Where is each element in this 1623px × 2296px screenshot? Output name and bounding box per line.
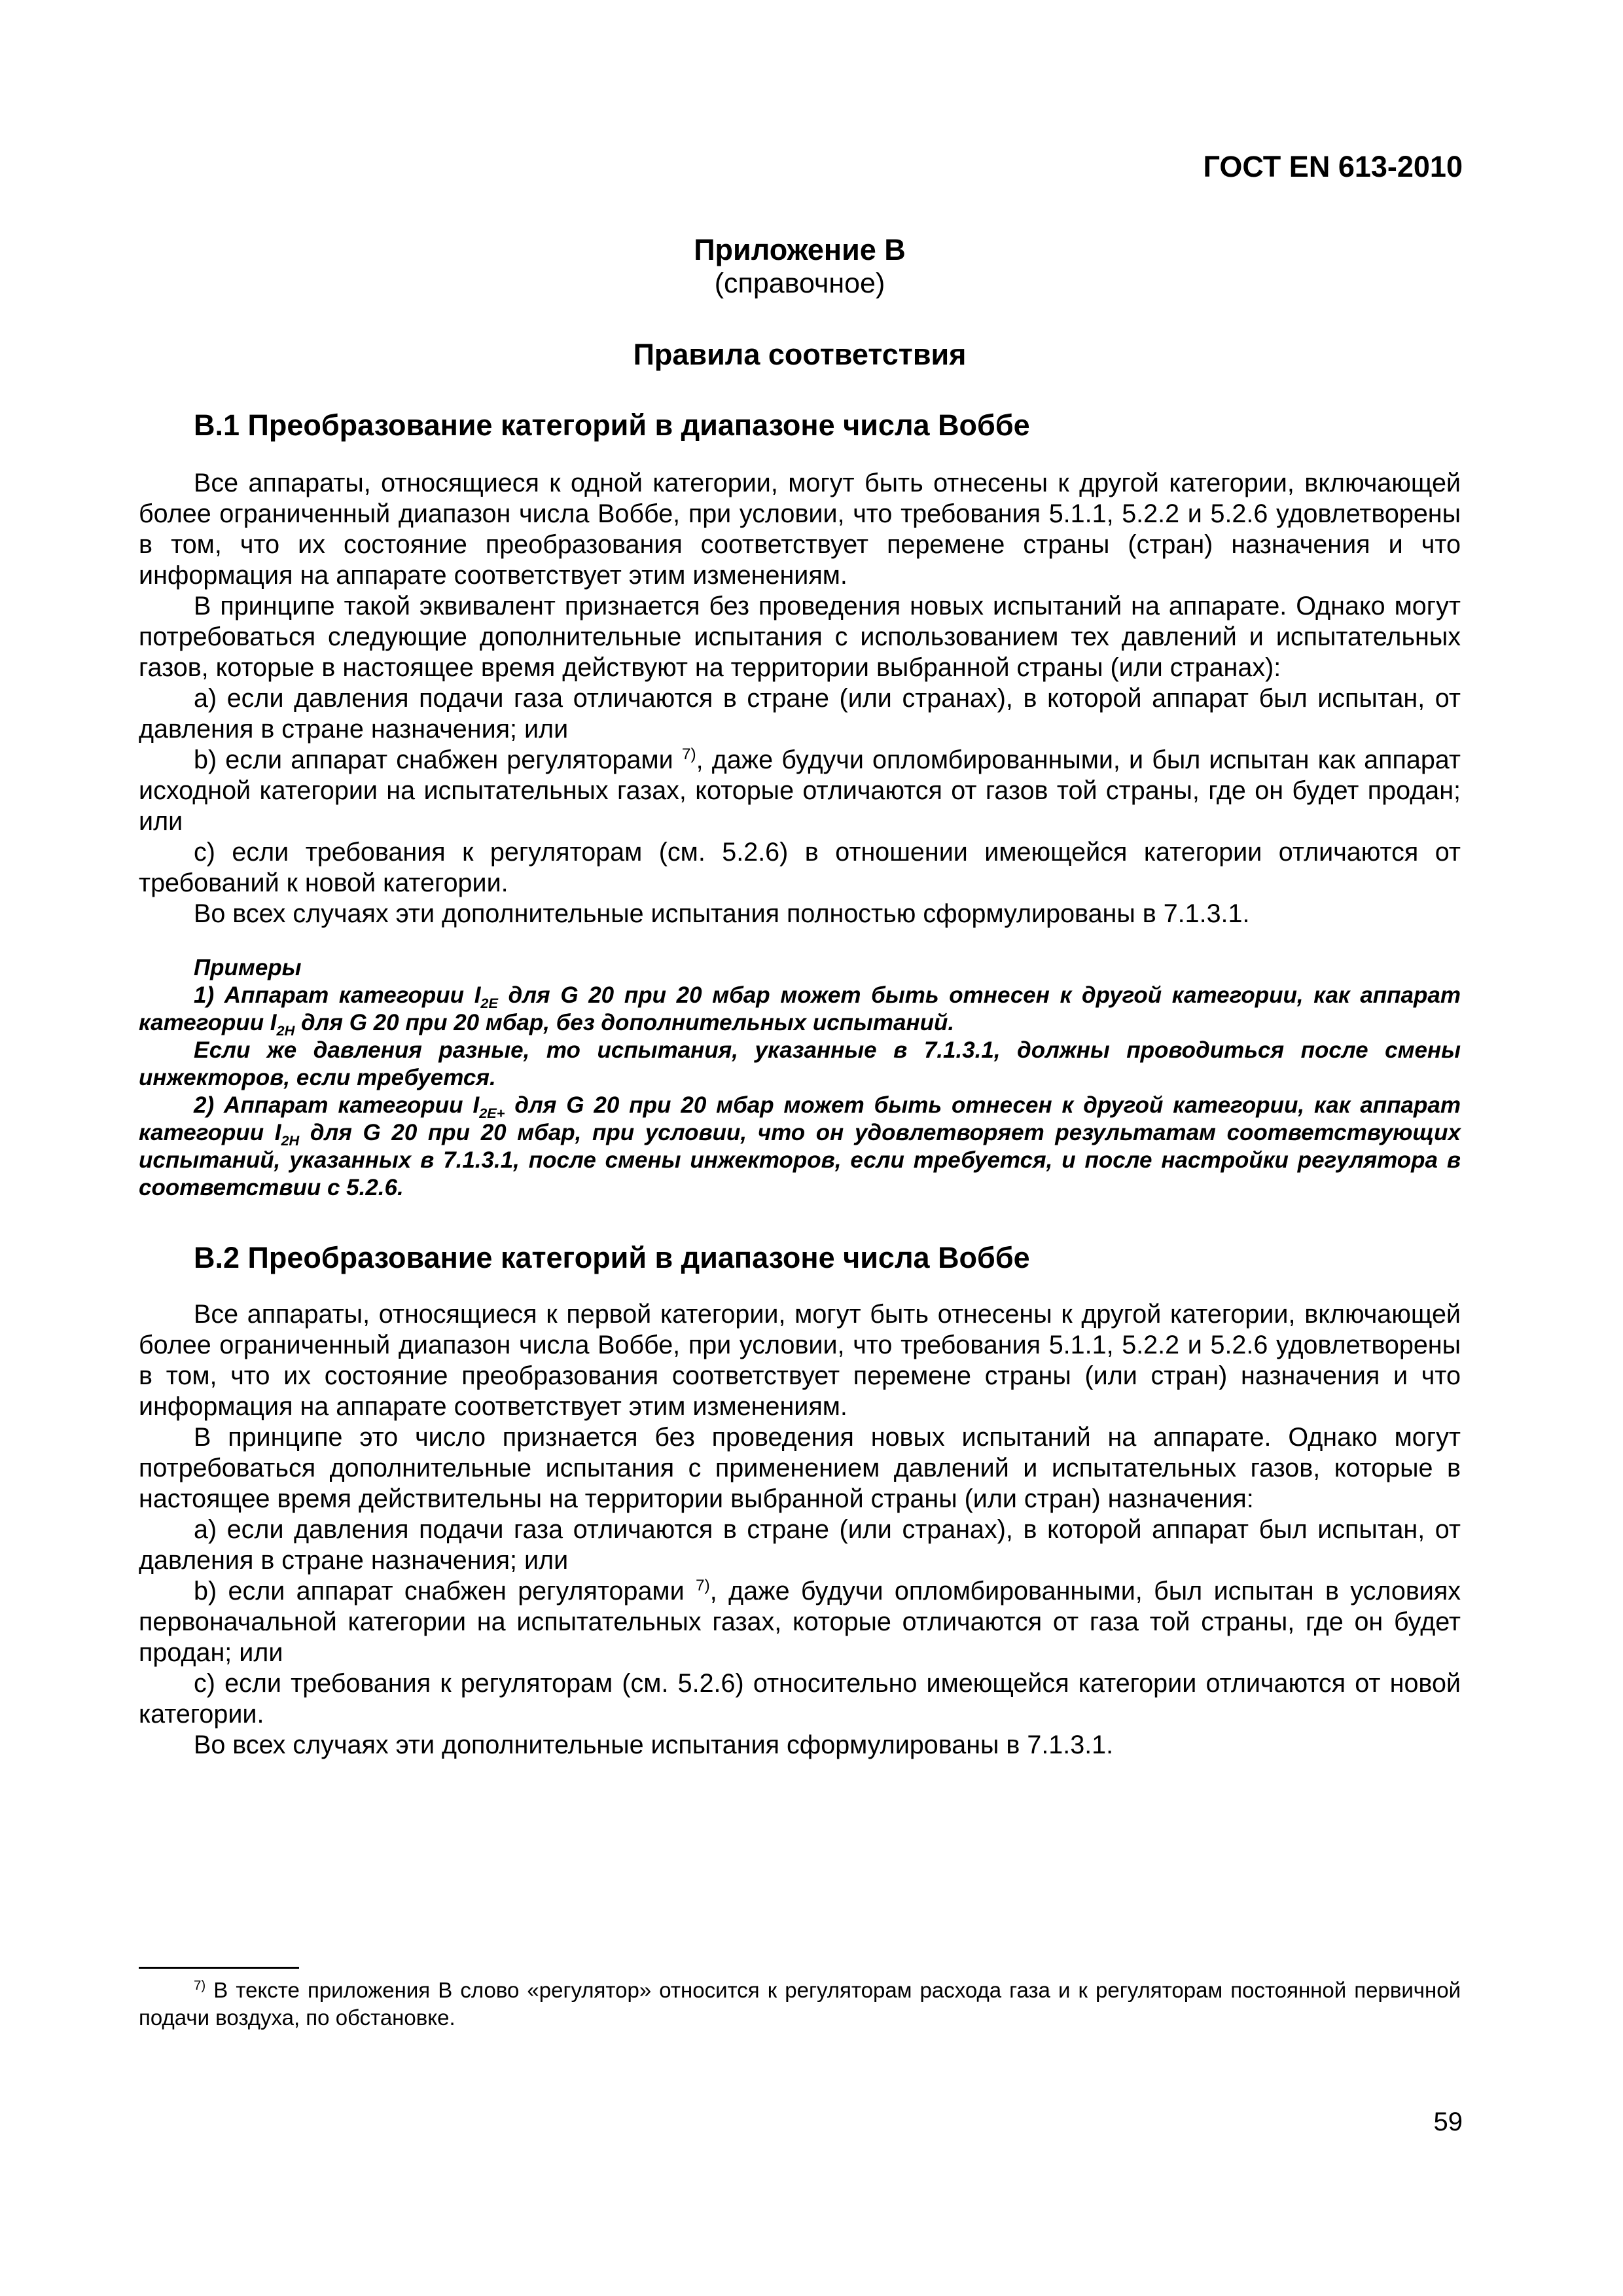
section-1-paragraph-1: Все аппараты, относящиеся к одной категории, могут быть отнесены к другой категории, включающей более ограниченный диапазон числа Воббе, при условии, что требования 5.1.1, 5.2.2 и 5.2.6 удовлетворены в том, что их состояние преобразования соответствует перемене страны (стран) назначения и что информация на аппарате соответствует этим изменениям. [139, 469, 1461, 590]
document-header-id: ГОСТ EN 613-2010 [1203, 150, 1463, 183]
footnote [139, 1977, 1461, 2032]
section-2-item-b-start: b) если аппарат снабжен регуляторами [194, 1577, 685, 1605]
section-1-heading: B.1 Преобразование категорий в диапазоне числа Воббе [194, 408, 1030, 442]
example-1-sub-2: 2H [276, 1022, 295, 1039]
example-2-sub-2: 2H [281, 1132, 300, 1149]
example-1-text-a: 1) Аппарат категории I [194, 982, 481, 1008]
section-1-closing: Во всех случаях эти дополнительные испытания полностью сформулированы в 7.1.3.1. [194, 899, 1250, 928]
section-1-body [139, 468, 1461, 929]
section-2-paragraph-1: Все аппараты, относящиеся к первой категории, могут быть отнесены к другой категории, включающей более ограниченный диапазон числа Воббе, при условии, что требования 5.1.1, 5.2.2 и 5.2.6 удовлетворены в том, что их состояние преобразования соответствует перемене страны (или стран) назначения и что информация на аппарате соответствует этим изменениям. [139, 1300, 1461, 1421]
example-2-sub-1: 2E+ [479, 1105, 505, 1121]
example-2 [139, 1092, 1461, 1202]
section-1-item-b-start: b) если аппарат снабжен регуляторами [194, 745, 673, 774]
section-2-item-b-end: , даже будучи опломбированными, был испытан в условиях первоначальной категории на испытательных газах, которые отличаются от газа той страны, где он будет продан; или [139, 1577, 1461, 1667]
section-1-item-c: c) если требования к регуляторам (см. 5.2.6) в отношении имеющейся категории отличаются от требований к новой категории. [139, 838, 1461, 897]
section-2-closing: Во всех случаях эти дополнительные испытания сформулированы в 7.1.3.1. [194, 1731, 1114, 1759]
footnote-mark: 7) [194, 1978, 206, 1993]
section-2-body [139, 1299, 1461, 1761]
example-1-text-c: для G 20 при 20 мбар, без дополнительных испытаний. [294, 1010, 955, 1035]
example-2-text-a: 2) Аппарат категории I [194, 1092, 480, 1118]
example-2-text-c: для G 20 при 20 мбар, при условии, что он удовлетворяет результатам соответствующих испытаний, указанных в 7.1.3.1, после смены инжекторов, если требуется, и после настройки регулятора в соответствии с 5.2.6. [139, 1120, 1461, 1200]
section-1-paragraph-2: В принципе такой эквивалент признается без проведения новых испытаний на аппарате. Однако могут потребоваться следующие дополнительные испытания с использованием тех давлений и испытательных газов, которые в настоящее время действуют на территории выбранной страны (или странах): [139, 592, 1461, 682]
section-2-item-a: a) если давления подачи газа отличаются в стране (или странах), в которой аппарат был испытан, от давления в стране назначения; или [139, 1515, 1461, 1575]
section-2-paragraph-2: В принципе это число признается без проведения новых испытаний на аппарате. Однако могут потребоваться дополнительные испытания с применением давлений и испытательных газов, которые в настоящее время действительны на территории выбранной страны (или стран) назначения: [139, 1423, 1461, 1513]
footnote-divider [139, 1967, 299, 1969]
section-2-item-c: c) если требования к регуляторам (см. 5.2.6) относительно имеющейся категории отличаются от новой категории. [139, 1669, 1461, 1729]
section-2-item-b [139, 1576, 1461, 1668]
footnote-text: В тексте приложения B слово «регулятор» относится к регуляторам расхода газа и к регуляторам постоянной первичной подачи воздуха, по обстановке. [139, 1978, 1461, 2030]
section-2-heading: B.2 Преобразование категорий в диапазоне числа Воббе [194, 1241, 1030, 1274]
examples-label: Примеры [194, 955, 302, 980]
example-1 [139, 982, 1461, 1037]
footnote-ref: 7) [696, 1576, 710, 1594]
section-1-item-a: a) если давления подачи газа отличаются в стране (или странах), в которой аппарат был испытан, от давления в стране назначения; или [139, 684, 1461, 744]
examples-block [139, 954, 1461, 1202]
annex-name: Правила соответствия [633, 338, 967, 371]
example-1-sub-1: 2E [480, 995, 498, 1011]
example-2-text-b: для G 20 при 20 мбар может быть отнесен к другой категории, как аппарат категории I [139, 1092, 1461, 1145]
annex-title: Приложение B [694, 233, 906, 266]
example-1-text-b: для G 20 при 20 мбар может быть отнесен к другой категории, как аппарат категории I [139, 982, 1461, 1035]
footnote-ref: 7) [681, 745, 696, 763]
section-1-item-b-end: , даже будучи опломбированными, и был испытан как аппарат исходной категории на испытательных газах, которые отличаются от газов той страны, где он будет продан; или [139, 745, 1461, 836]
example-1-note: Если же давления разные, то испытания, указанные в 7.1.3.1, должны проводиться после смены инжекторов, если требуется. [139, 1037, 1461, 1090]
page-number: 59 [1433, 2108, 1463, 2136]
section-1-item-b [139, 745, 1461, 837]
annex-subtitle: (справочное) [714, 268, 885, 299]
